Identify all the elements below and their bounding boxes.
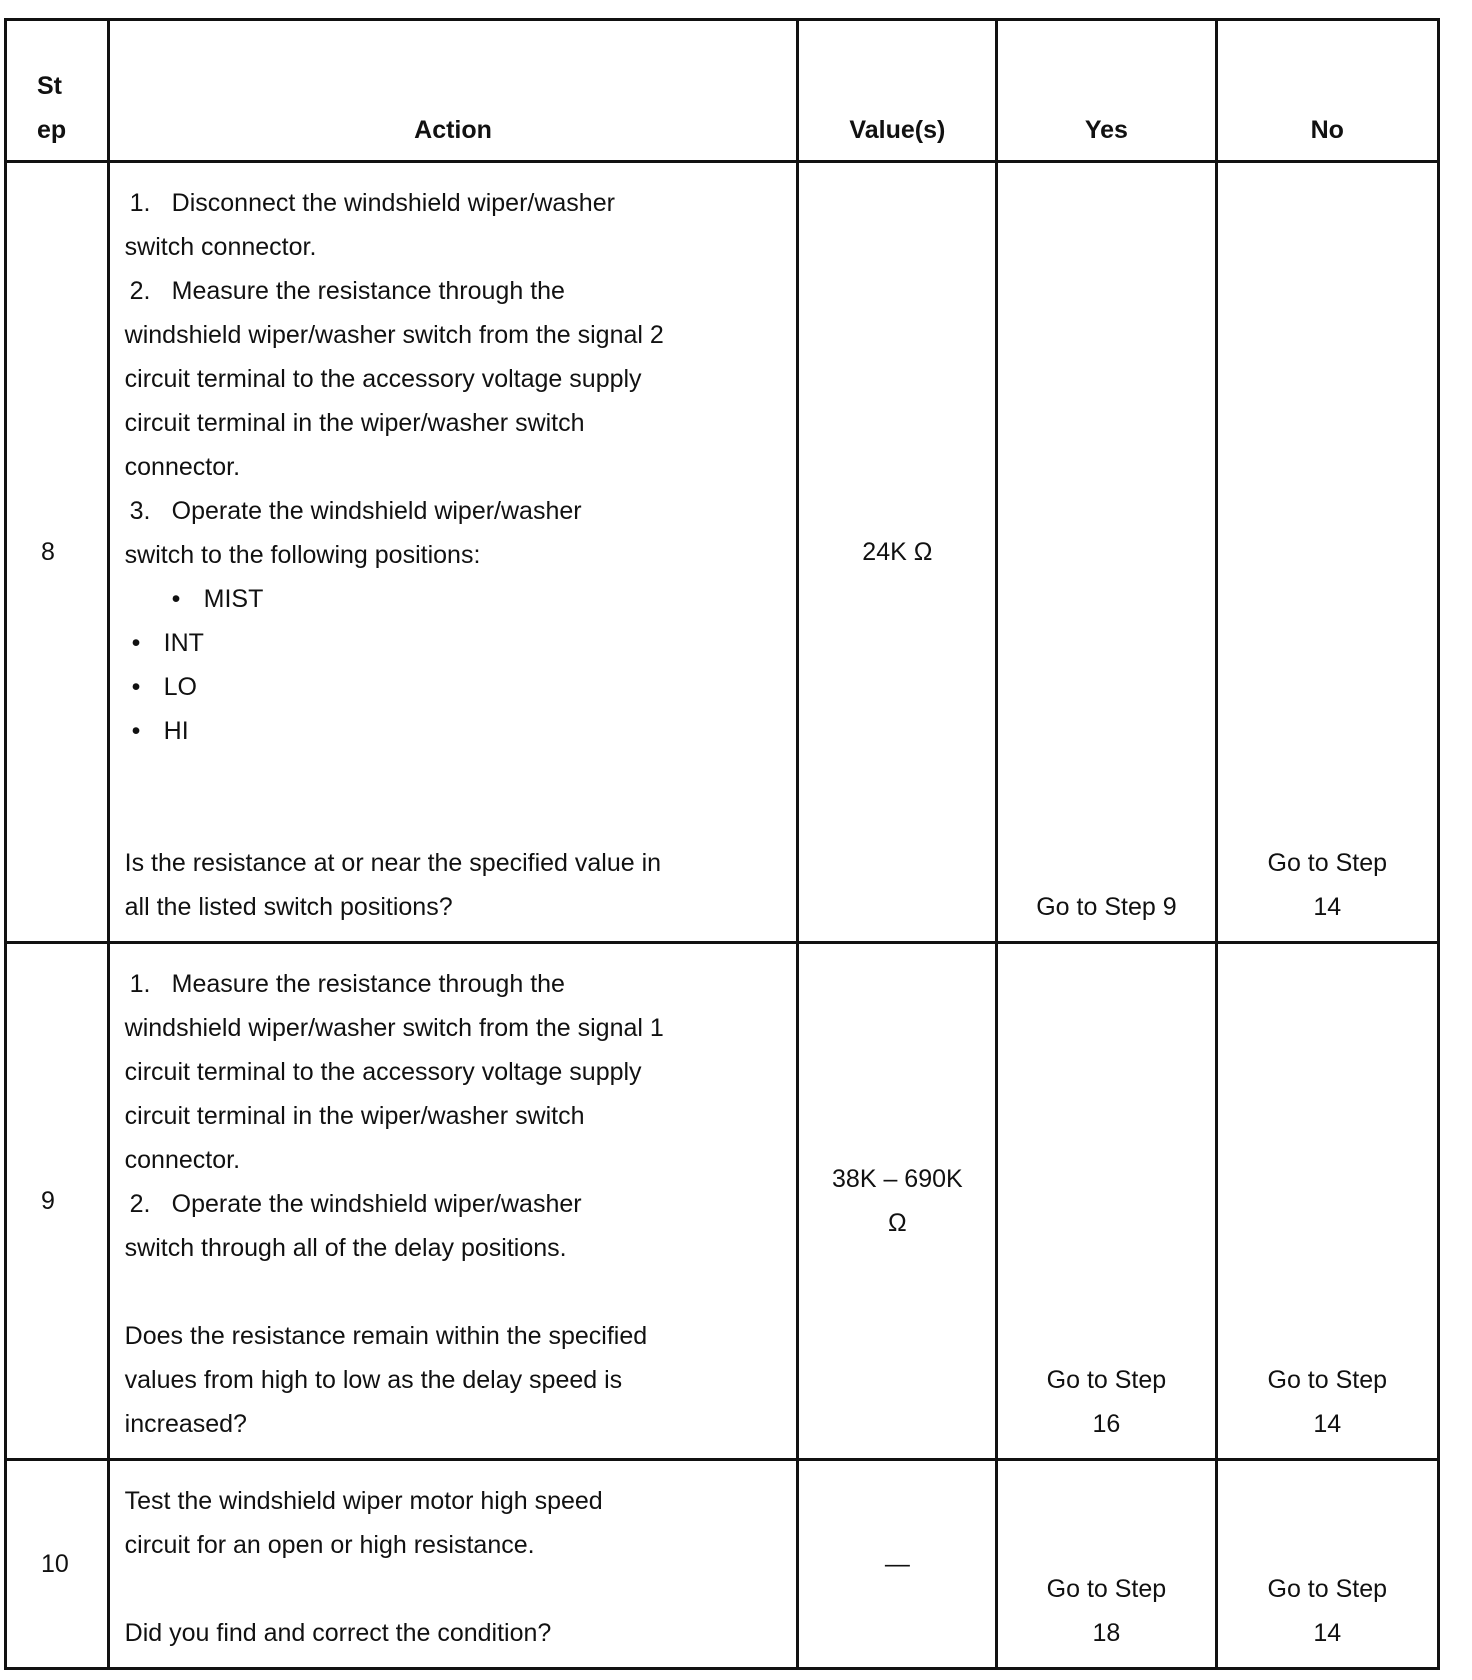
- bullet-icon: •: [131, 673, 141, 701]
- no-cell: Go to Step 14: [1216, 943, 1438, 1460]
- action-cell: 1. Measure the resistance through the windshield wiper/washer switch from the signal 1 circuit terminal to the accessory voltage supply circuit terminal in the wiper/washer switch connector. 2. Operate the windshield wiper/washer switch through all of the delay positions. Does the resistance remain within the specified values from high to low as the delay speed is increased?: [108, 943, 798, 1460]
- list-item: • INT: [125, 621, 777, 665]
- question: Did you find and correct the condition?: [124, 1619, 552, 1647]
- header-values: Value(s): [798, 20, 997, 162]
- value-cell: 24K Ω: [798, 162, 997, 943]
- action-cell: 1. Disconnect the windshield wiper/washer switch connector. 2. Measure the resistance through the windshield wiper/washer switch from the signal 2 circuit terminal to the accessory voltage supply circuit terminal in the wiper/washer switch connector. 3. Operate the windshield wiper/washer switch to the following positions: • MIST • INT • LO • HI Is the resistance at or near the specified value in all the listed switch positions?: [108, 162, 798, 943]
- yes-cell: Go to Step 18: [997, 1460, 1216, 1669]
- yes-cell: Go to Step 9: [997, 162, 1216, 943]
- table-row: [6, 943, 1439, 1460]
- header-no: No: [1216, 20, 1438, 162]
- diagnostic-table: [4, 18, 1440, 1670]
- value-cell: —: [798, 1460, 997, 1669]
- no-cell: Go to Step 14: [1216, 1460, 1438, 1669]
- value-cell: 38K – 690K Ω: [798, 943, 997, 1460]
- header-action: Action: [108, 20, 798, 162]
- header-step: St ep: [6, 20, 109, 162]
- table-row: [6, 162, 1439, 943]
- bullet-icon: •: [131, 717, 141, 745]
- step-number: 8: [6, 162, 109, 943]
- header-row: [6, 20, 1439, 162]
- list-item: • HI: [125, 709, 777, 753]
- bullet-icon: •: [171, 585, 181, 613]
- action-cell: Test the windshield wiper motor high speed circuit for an open or high resistance. Did you find and correct the condition?: [108, 1460, 798, 1669]
- yes-cell: Go to Step 16: [997, 943, 1216, 1460]
- bullet-icon: •: [131, 629, 141, 657]
- list-item: • LO: [125, 665, 777, 709]
- no-cell: Go to Step 14: [1216, 162, 1438, 943]
- header-yes: Yes: [997, 20, 1216, 162]
- table-row: [6, 1460, 1439, 1669]
- list-item: • MIST: [125, 577, 777, 621]
- question: Does the resistance remain within the specified: [124, 1322, 648, 1350]
- step-number: 9: [6, 943, 109, 1460]
- step-number: 10: [6, 1460, 109, 1669]
- question: Is the resistance at or near the specified value in: [124, 849, 662, 877]
